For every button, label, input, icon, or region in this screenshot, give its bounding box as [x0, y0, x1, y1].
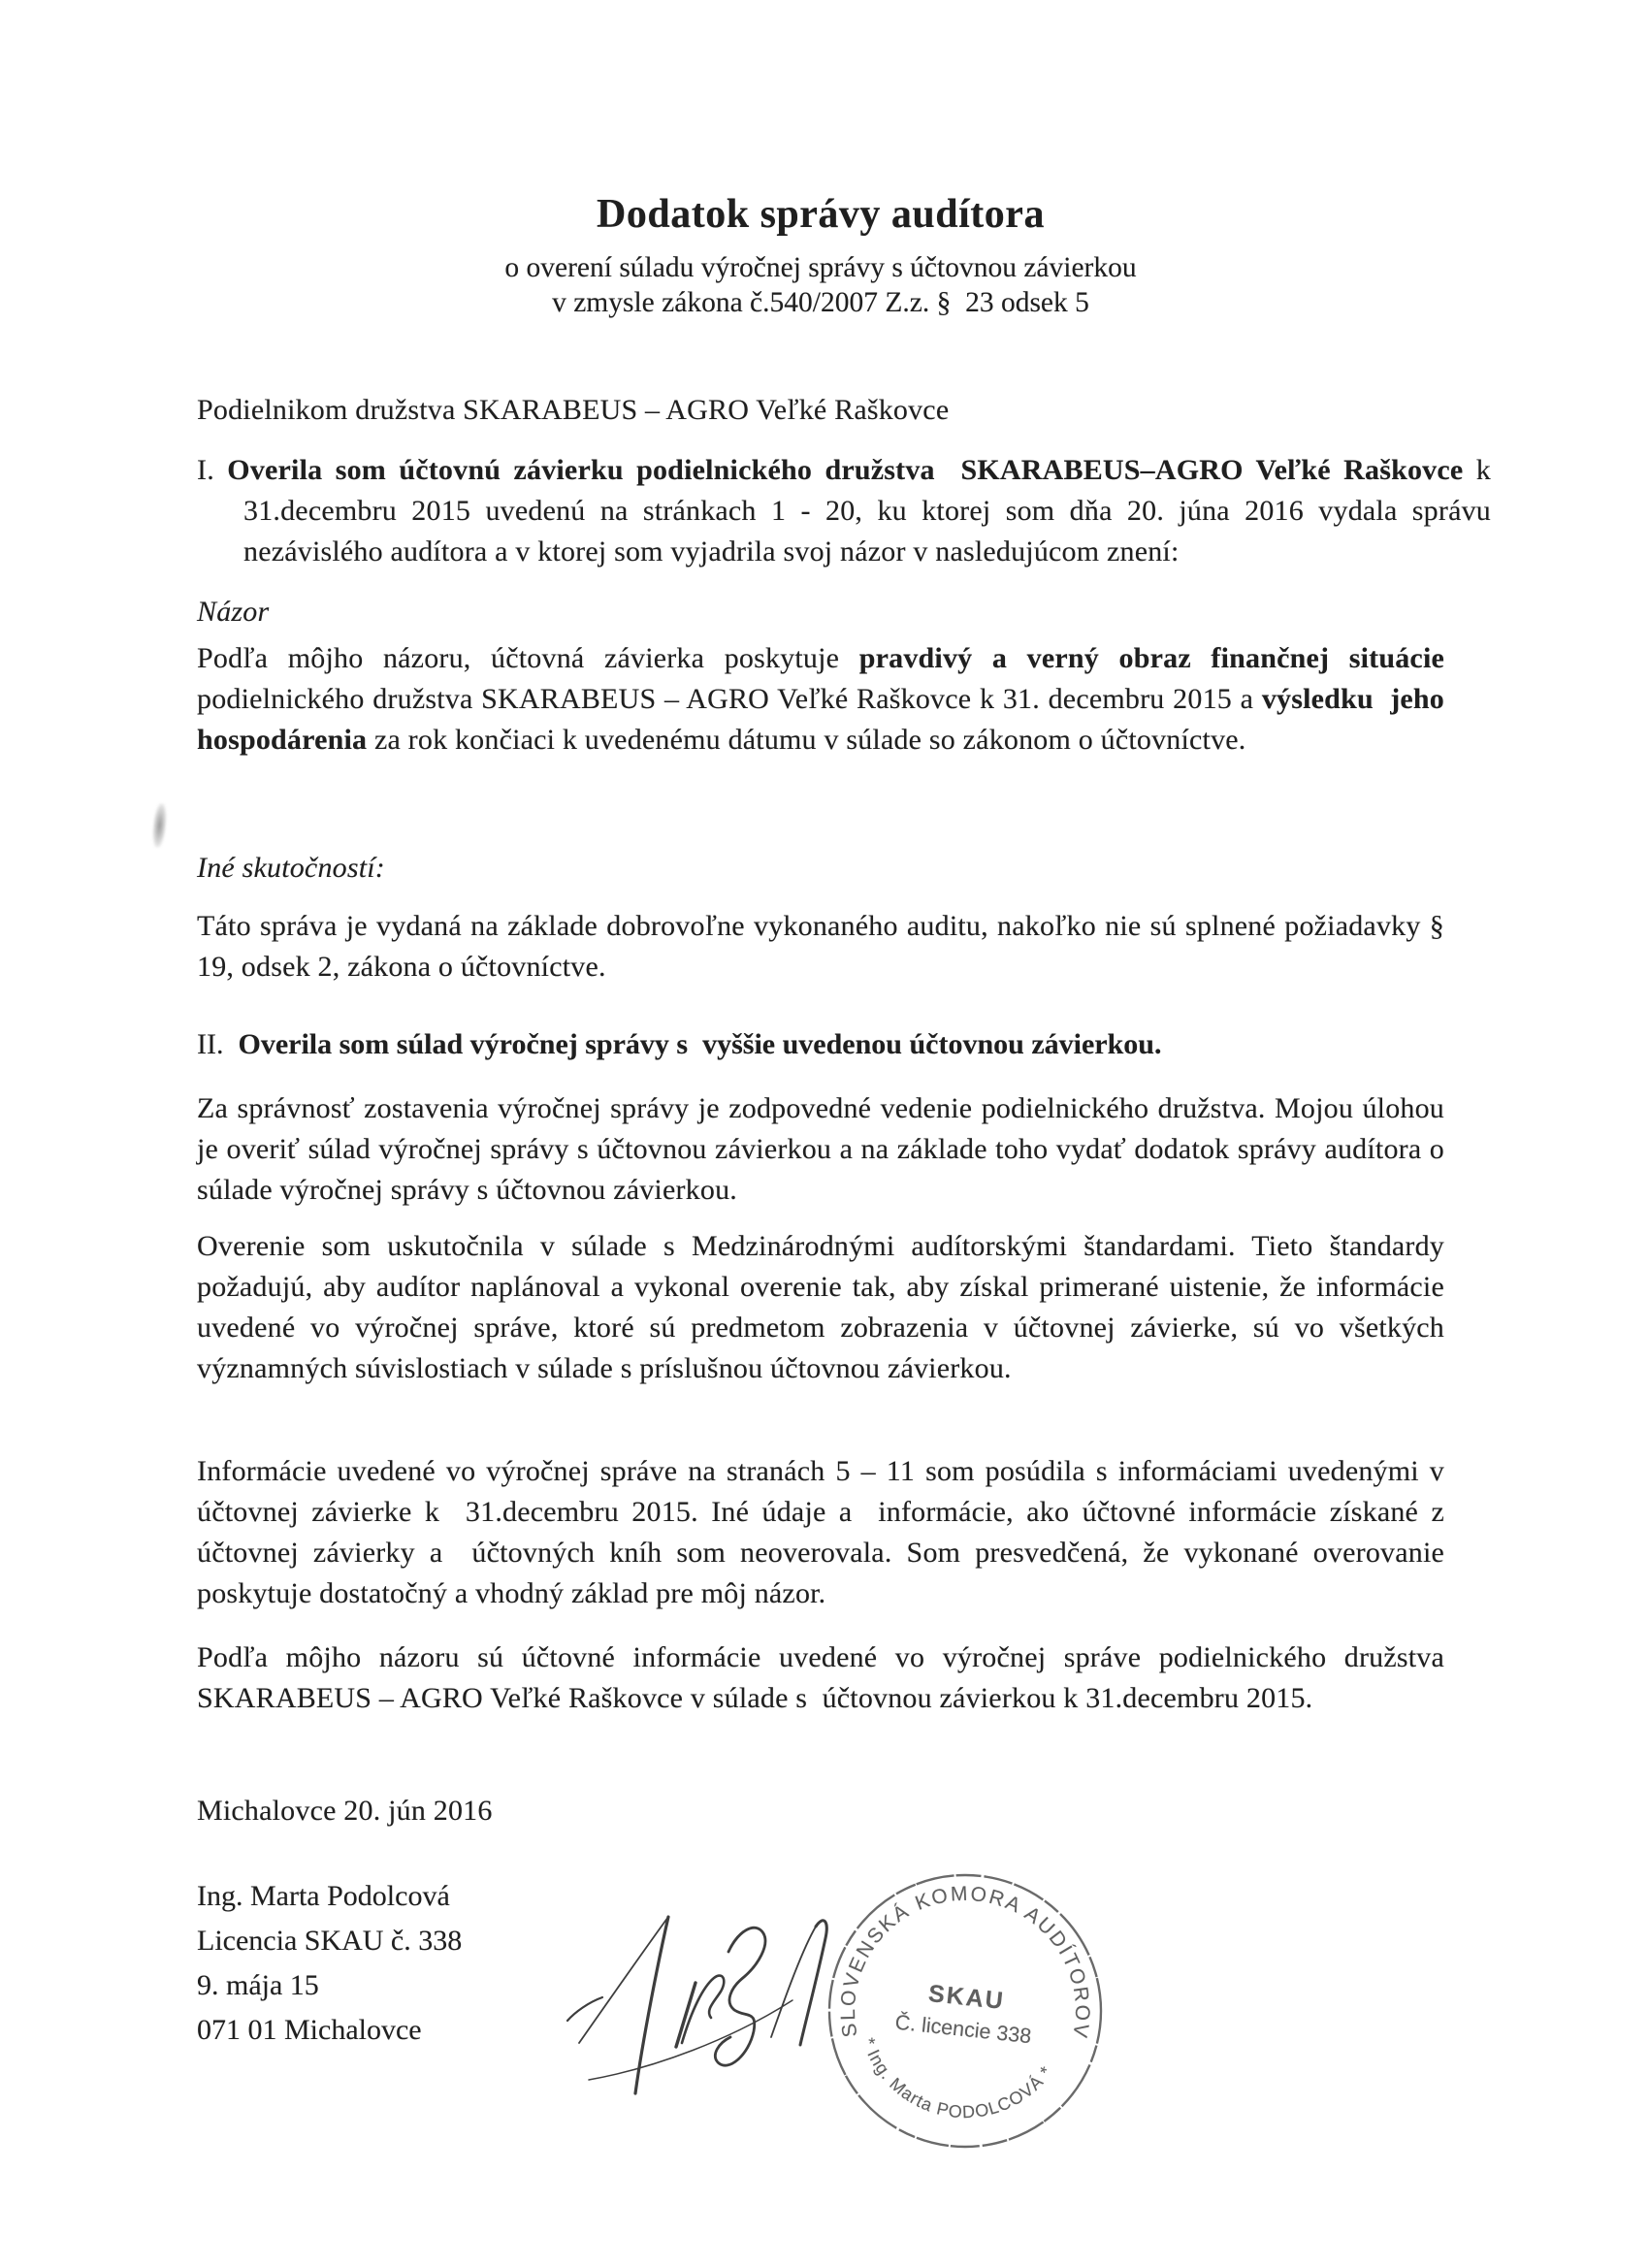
section1-numeral: I.: [197, 454, 214, 486]
section2-heading: [197, 1024, 1444, 1065]
opinion-part2: podielnického družstva SKARABEUS – AGRO Veľké Raškovce k 31. decembru 2015 a: [197, 683, 1262, 715]
section1-bold-text: Overila som účtovnú závierku podielnického družstva SKARABEUS–AGRO Veľké Raškovce: [227, 454, 1464, 486]
paragraph-section1: [197, 450, 1491, 572]
opinion-part3: za rok končiaci k uvedenému dátumu v súlade so zákonom o účtovníctve.: [367, 724, 1246, 756]
paragraph-opinion: [197, 638, 1444, 761]
scan-smudge-mark: [151, 802, 169, 848]
signer-street: 9. mája 15: [197, 1969, 319, 2001]
addressee-line: Podielnikom družstva SKARABEUS – AGRO Veľké Raškovce: [197, 394, 950, 426]
paragraph-responsibility: Za správnosť zostavenia výročnej správy je zodpovedné vedenie podielnického družstva. Mojou úlohou je overiť súlad výročnej správy s účtovnou závierkou a na základe toho vydať dodatok správy audítora o súlade výročnej správy s účtovnou závierkou.: [197, 1092, 1444, 1206]
auditor-stamp: [820, 1865, 1111, 2156]
section1-regular-text: k 31.decembru 2015 uvedenú na stránkach 1 - 20, ku ktorej som dňa 20. júna 2016 vydala správu nezávislého audítora a v ktorej som vyjadrila svoj názor v nasledujúcom znení:: [243, 454, 1491, 567]
document-subtitle-line2: v zmysle zákona č.540/2007 Z.z. § 23 odsek 5: [552, 287, 1089, 318]
opinion-part1: Podľa môjho názoru, účtovná závierka poskytuje: [197, 642, 859, 674]
signer-city: 071 01 Michalovce: [197, 2014, 422, 2046]
paragraph-conclusion: Podľa môjho názoru sú účtovné informácie uvedené vo výročnej správe podielnického družstva SKARABEUS – AGRO Veľké Raškovce v súlade s účtovnou závierkou k 31.decembru 2015.: [197, 1641, 1444, 1714]
place-and-date-line: Michalovce 20. jún 2016: [197, 1795, 493, 1827]
svg-text:SLOVENSKÁ KOMORA AUDÍTOROV: [820, 1865, 1103, 2096]
signer-name: Ing. Marta Podolcová: [197, 1880, 450, 1912]
other-matters-heading: Iné skutočností:: [197, 852, 385, 884]
signer-licence: Licencia SKAU č. 338: [197, 1925, 463, 1957]
stamp-center-line1: SKAU: [926, 1980, 1007, 2016]
stamp-ring-text-top: SLOVENSKÁ KOMORA AUDÍTOROV: [836, 1882, 1094, 2042]
stamp-center-line2: Č. licencie 338: [893, 2010, 1033, 2049]
section2-numeral: II.: [197, 1028, 224, 1060]
opinion-bold1: pravdivý a verný obraz finančnej situácie: [858, 642, 1444, 674]
opinion-heading: Názor: [197, 596, 270, 628]
document-title: Dodatok správy audítora: [597, 192, 1045, 237]
stamp-ring-text-bottom: * Ing. Marta PODOLCOVÁ *: [858, 2035, 1056, 2122]
paragraph-standards: Overenie som uskutočnila v súlade s Medzinárodnými audítorskými štandardami. Tieto štandardy požadujú, aby audítor naplánoval a vykonal overenie tak, aby získal primerané uistenie, že informácie uvedené vo výročnej správe, ktoré sú predmetom zobrazenia v účtovnej závierke, sú vo všetkých významných súvislostiach v súlade s príslušnou účtovnou závierkou.: [197, 1230, 1444, 1384]
opinion-bold2: výsledku jeho hospodárenia: [197, 683, 1444, 756]
paragraph-other-matters: Táto správa je vydaná na základe dobrovoľne vykonaného auditu, nakoľko nie sú splnené požiadavky § 19, odsek 2, zákona o účtovníctve.: [197, 910, 1444, 983]
paragraph-information: Informácie uvedené vo výročnej správe na stranách 5 – 11 som posúdila s informáciami uvedenými v účtovnej závierke k 31.decembru 2015. Iné údaje a informácie, ako účtovné informácie získané z účtovnej závierky a účtovných kníh som neoverovala. Som presvedčená, že vykonané overovanie poskytuje dostatočný a vhodný základ pre môj názor.: [197, 1455, 1444, 1609]
handwritten-signature: [538, 1890, 839, 2108]
section2-heading-text: Overila som súlad výročnej správy s vyššie uvedenou účtovnou závierkou.: [238, 1028, 1162, 1060]
document-subtitle-line1: o overení súladu výročnej správy s účtovnou závierkou: [504, 252, 1137, 283]
